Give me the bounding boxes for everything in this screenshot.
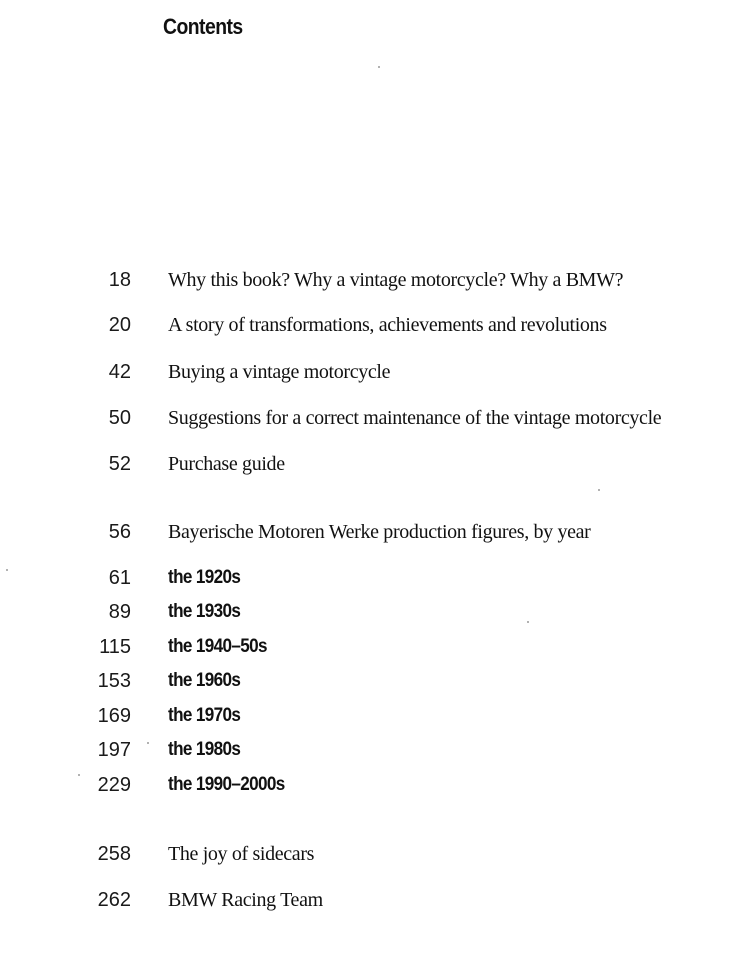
toc-entry-title: the 1970s xyxy=(168,705,241,726)
toc-entry xyxy=(0,267,731,297)
toc-entry-title: Why this book? Why a vintage motorcycle? Why a BMW? xyxy=(168,269,624,291)
toc-entry-decade xyxy=(0,599,731,629)
toc-entry-title: the 1980s xyxy=(168,739,241,760)
toc-entry xyxy=(0,359,731,389)
toc-page-number: 115 xyxy=(99,636,131,658)
toc-page-number: 56 xyxy=(108,521,131,543)
toc-entry-title: the 1960s xyxy=(168,670,241,691)
toc-page-number: 89 xyxy=(108,601,131,623)
toc-entry xyxy=(0,451,731,481)
toc-page-number: 61 xyxy=(108,567,131,589)
toc-entry-title: Purchase guide xyxy=(168,453,285,475)
toc-entry-decade xyxy=(0,565,731,595)
toc-entry-decade xyxy=(0,737,731,767)
toc-entry-decade xyxy=(0,703,731,733)
page-title: Contents xyxy=(163,14,243,39)
toc-entry-title: BMW Racing Team xyxy=(168,889,323,911)
toc-entry xyxy=(0,519,731,549)
toc-entry-title: the 1940–50s xyxy=(168,636,267,657)
toc-entry xyxy=(0,887,731,917)
toc-page-number: 262 xyxy=(97,889,131,911)
toc-entry xyxy=(0,841,731,871)
scan-speck xyxy=(378,66,380,68)
scan-speck xyxy=(6,569,8,571)
toc-page-number: 50 xyxy=(108,407,131,429)
toc-page-number: 197 xyxy=(97,739,131,761)
toc-page-number: 18 xyxy=(108,269,131,291)
toc-page-number: 258 xyxy=(97,843,131,865)
toc-page-number: 52 xyxy=(108,453,131,475)
toc-entry-title: Buying a vintage motorcycle xyxy=(168,361,391,383)
scan-speck xyxy=(598,489,600,491)
toc-page-number: 153 xyxy=(97,670,131,692)
toc-entry-title: A story of transformations, achievements and revolutions xyxy=(168,314,607,336)
toc-page-number: 229 xyxy=(97,774,131,796)
toc-page-number: 169 xyxy=(97,705,131,727)
toc-entry-title: the 1920s xyxy=(168,567,241,588)
scan-speck xyxy=(147,742,149,744)
toc-page-number: 20 xyxy=(108,314,131,336)
toc-entry-title: the 1990–2000s xyxy=(168,774,285,795)
toc-entry xyxy=(0,312,731,342)
toc-page-number: 42 xyxy=(108,361,131,383)
scan-speck xyxy=(527,621,529,623)
toc-entry-title: the 1930s xyxy=(168,601,241,622)
toc-entry-title: Bayerische Motoren Werke production figures, by year xyxy=(168,521,591,543)
scan-speck xyxy=(78,774,80,776)
toc-entry-decade xyxy=(0,668,731,698)
toc-entry-title: The joy of sidecars xyxy=(168,843,315,865)
toc-entry-decade xyxy=(0,634,731,664)
toc-entry xyxy=(0,405,731,435)
toc-entry-decade xyxy=(0,772,731,802)
toc-entry-title: Suggestions for a correct maintenance of the vintage motorcycle xyxy=(168,407,662,429)
